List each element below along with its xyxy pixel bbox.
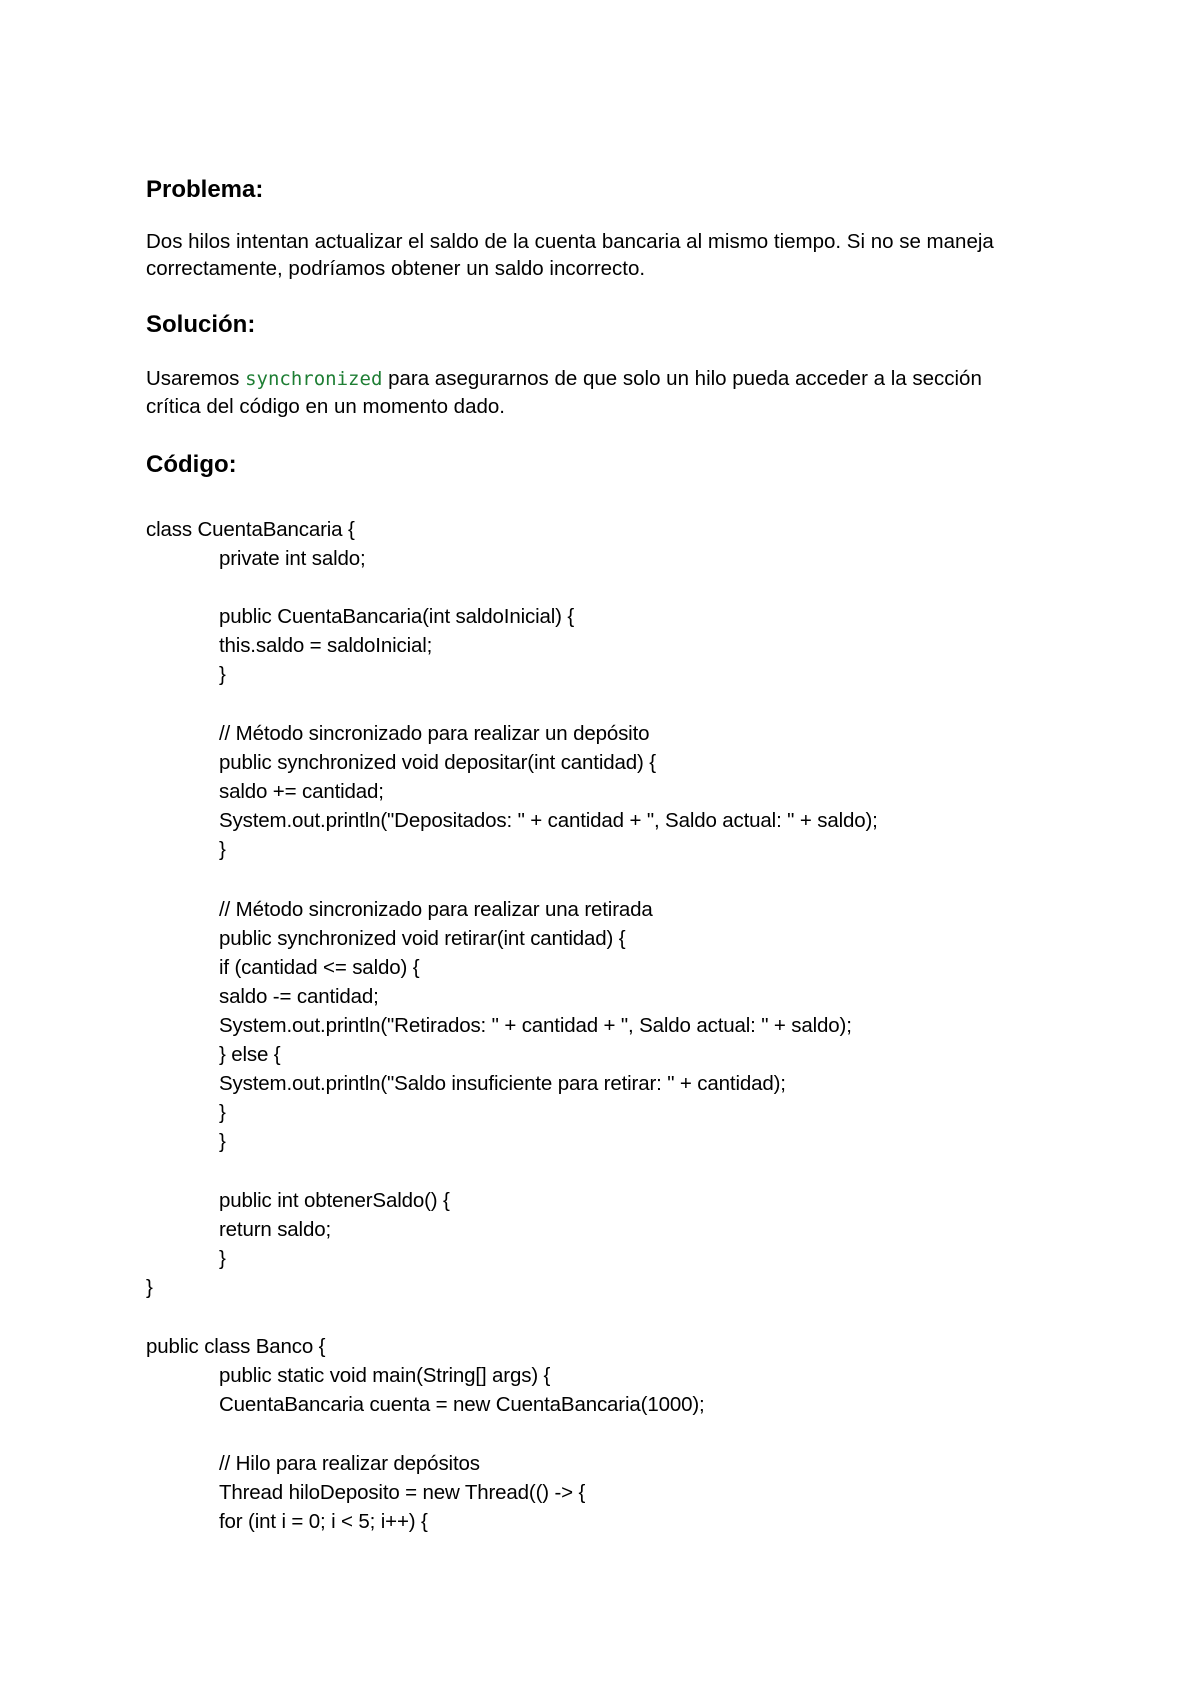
code-comment: // Hilo para realizar depósitos — [219, 1452, 480, 1475]
code-line: public synchronized void depositar(int cantidad) { — [219, 751, 656, 774]
code-line: public int obtenerSaldo() { — [219, 1189, 450, 1212]
code-line: } — [219, 838, 226, 861]
solution-text — [146, 365, 1026, 420]
code-line: class CuentaBancaria { — [146, 518, 355, 541]
code-line: for (int i = 0; i < 5; i++) { — [219, 1510, 428, 1533]
code-line: Thread hiloDeposito = new Thread(() -> { — [219, 1481, 586, 1504]
code-line: } — [219, 1101, 226, 1124]
code-line: return saldo; — [219, 1218, 332, 1241]
code-comment: // Método sincronizado para realizar un depósito — [219, 722, 650, 745]
solution-text-before: Usaremos — [146, 367, 246, 390]
code-line: public synchronized void retirar(int cantidad) { — [219, 927, 626, 950]
solution-text-after: para asegurarnos de que solo un hilo pueda acceder a la sección crítica del código en un momento dado. — [146, 367, 982, 418]
code-line: System.out.println("Depositados: " + cantidad + ", Saldo actual: " + saldo); — [219, 809, 878, 832]
code-line: System.out.println("Saldo insuficiente para retirar: " + cantidad); — [219, 1072, 786, 1095]
code-line: if (cantidad <= saldo) { — [219, 956, 420, 979]
synchronized-keyword: synchronized — [245, 368, 383, 390]
code-line: this.saldo = saldoInicial; — [219, 634, 433, 657]
code-line: } — [219, 1247, 226, 1270]
code-line: } — [219, 1130, 226, 1153]
code-line: public static void main(String[] args) { — [219, 1364, 551, 1387]
code-line: saldo -= cantidad; — [219, 985, 379, 1008]
code-line: } — [219, 663, 226, 686]
code-line: public class Banco { — [146, 1335, 326, 1358]
code-line: } — [146, 1276, 153, 1299]
code-comment: // Método sincronizado para realizar una retirada — [219, 898, 653, 921]
problem-text: Dos hilos intentan actualizar el saldo de la cuenta bancaria al mismo tiempo. Si no se maneja correctamente, podríamos obtener un saldo incorrecto. — [146, 230, 994, 280]
problem-heading: Problema: — [146, 176, 264, 203]
code-heading: Código: — [146, 451, 237, 478]
solution-heading: Solución: — [146, 311, 256, 338]
code-line: saldo += cantidad; — [219, 780, 384, 803]
code-line: private int saldo; — [219, 547, 366, 570]
code-line: CuentaBancaria cuenta = new CuentaBancaria(1000); — [219, 1393, 705, 1416]
code-line: public CuentaBancaria(int saldoInicial) { — [219, 605, 575, 628]
code-line: System.out.println("Retirados: " + cantidad + ", Saldo actual: " + saldo); — [219, 1014, 852, 1037]
code-line: } else { — [219, 1043, 281, 1066]
